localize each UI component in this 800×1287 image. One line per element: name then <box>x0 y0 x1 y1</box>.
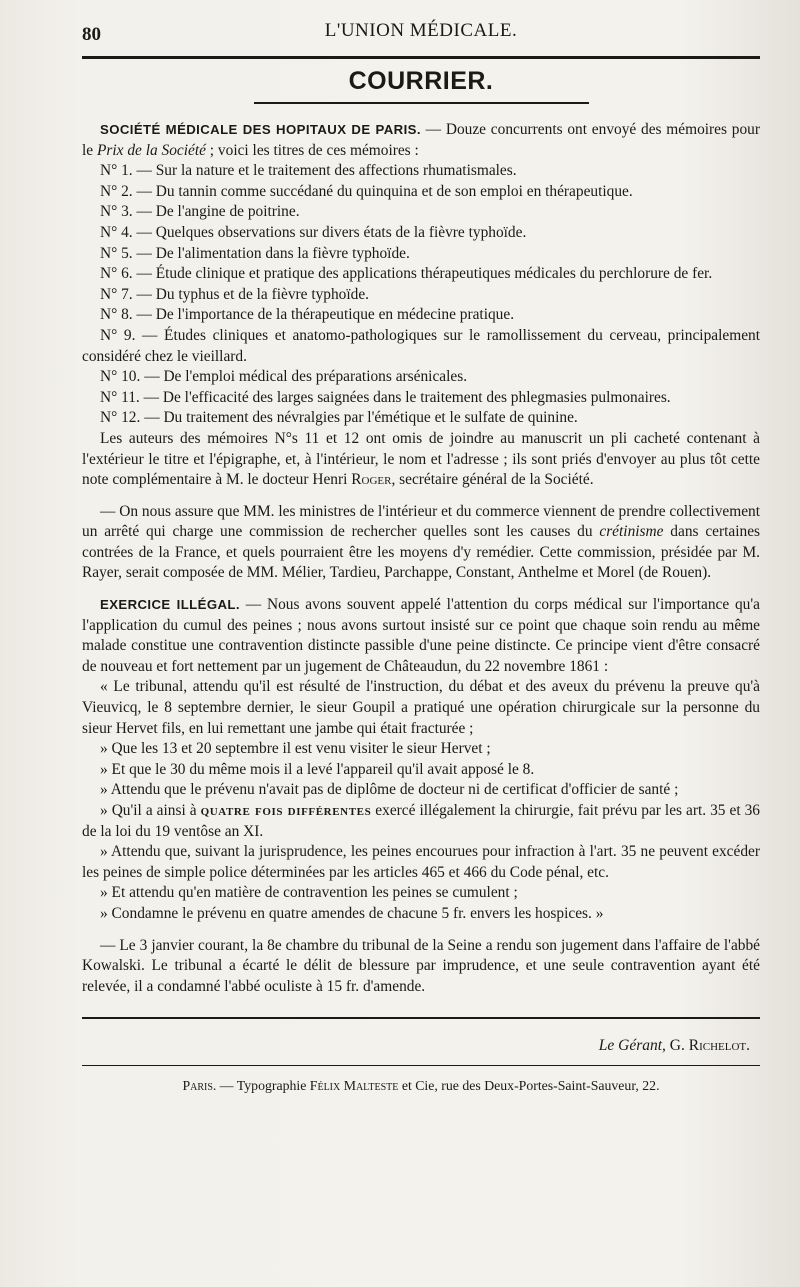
exercice-intro <box>82 595 760 677</box>
jugement-emphasis: quatre fois différentes <box>200 802 372 819</box>
imprint-city: Paris. <box>182 1078 217 1094</box>
signature-name: G. Richelot. <box>665 1037 750 1055</box>
jugement-line: » Que les 13 et 20 septembre il est venu visiter le sieur Hervet ; <box>100 740 491 758</box>
imprint-address: et Cie, rue des Deux-Portes-Saint-Sauveur, 22. <box>398 1078 660 1094</box>
imprint <box>82 1078 760 1094</box>
societe-intro-a: — Douze concurrents ont envoyé des mémoires pour le <box>82 121 760 159</box>
header-rule <box>82 56 760 59</box>
jugement-text: » Qu'il a ainsi à <box>100 802 201 819</box>
memoire-item: N° 11. — De l'efficacité des larges saignées dans le traitement des phlegmasies pulmonaires. <box>100 388 671 406</box>
jugement-line: » Condamne le prévenu en quatre amendes de chacune 5 fr. envers les hospices. » <box>100 904 604 922</box>
memoire-item: N° 4. — Quelques observations sur divers états de la fièvre typhoïde. <box>100 223 527 241</box>
page-header <box>82 0 760 52</box>
running-title: L'UNION MÉDICALE. <box>324 20 518 41</box>
cretinisme-term: crétinisme <box>599 523 664 541</box>
memoire-item: N° 9. — Études cliniques et anatomo-pathologiques sur le ramollissement du cerveau, principalement considéré chez le vieillard. <box>82 326 760 365</box>
memoire-item: N° 12. — Du traitement des névralgies par l'émétique et le sulfate de quinine. <box>100 409 578 427</box>
jugement-line <box>82 801 760 842</box>
imprint-printer: Félix Malteste <box>309 1078 399 1094</box>
memoire-item: N° 8. — De l'importance de la thérapeutique en médecine pratique. <box>100 306 515 324</box>
memoire-item: N° 2. — Du tannin comme succédané du quinquina et de son emploi en thérapeutique. <box>100 182 633 200</box>
secretary-name: Roger <box>351 471 392 489</box>
kowalski-paragraph: — Le 3 janvier courant, la 8e chambre du tribunal de la Seine a rendu son jugement dans l'affaire de l'abbé Kowalski. Le tribunal a écarté le délit de blessure par imprudence, et une seule contravention ayant été relevée, il a condamné l'abbé oculiste à 15 fr. d'amende. <box>82 936 760 995</box>
signature <box>82 1037 760 1055</box>
jugement-line: » Et attendu qu'en matière de contravention les peines se cumulent ; <box>100 884 518 902</box>
article-body <box>82 120 760 997</box>
societe-prize: Prix de la Société <box>96 141 206 159</box>
section-title: COURRIER. <box>348 67 494 95</box>
title-rule <box>254 102 589 104</box>
memoire-item: N° 3. — De l'angine de poitrine. <box>100 203 300 221</box>
cretinisme-text: — On nous assure que MM. les ministres de l'intérieur et du commerce viennent de prendre collectivement un arrêté qui charge une commission de rechercher quelles sont les causes du <box>82 502 760 541</box>
imprint-text: — Typographie <box>216 1078 310 1094</box>
societe-intro-b: ; voici les titres de ces mémoires : <box>205 141 419 159</box>
cretinisme-paragraph <box>82 502 760 584</box>
memoire-item: N° 6. — Étude clinique et pratique des applications thérapeutiques médicales du perchlorure de fer. <box>100 265 713 283</box>
cretinisme-text-end: dans certaines contrées de la France, et quels pourraient être les moyens d'y remédier. Cette commission, présidée par M. Rayer, serait composée de MM. Mélier, Tardieu, Parchappe, Constant, Anthelme et Morel (de Rouen). <box>82 523 761 582</box>
memoire-item: N° 1. — Sur la nature et le traitement des affections rhumatismales. <box>100 162 517 180</box>
exercice-lead: EXERCICE ILLÉGAL. <box>100 597 240 613</box>
societe-auteurs <box>82 429 760 491</box>
memoires-list <box>82 161 760 429</box>
imprint-rule <box>82 1065 760 1066</box>
jugement-line: » Et que le 30 du même mois il a levé l'appareil qu'il avait apposé le 8. <box>100 760 535 778</box>
jugement-line: « Le tribunal, attendu qu'il est résulté de l'instruction, du débat et des aveux du prévenu la preuve qu'à Vieuvicq, le 8 septembre dernier, le sieur Goupil a pratiqué une opération chirurgicale sur la personne du sieur Hervet fils, en lui remettant une jambe qui était fracturée ; <box>82 678 760 737</box>
jugement-line: » Attendu que le prévenu n'avait pas de diplôme de docteur ni de certificat d'officier de santé ; <box>100 781 679 799</box>
auteurs-text: Les auteurs des mémoires N°s 11 et 12 ont omis de joindre au manuscrit un pli cacheté contenant à l'extérieur le titre et l'épigraphe, et, à l'intérieur, le nom et l'adresse ; ils sont priés d'envoyer au plus tôt cette note complémentaire à M. le docteur Henri <box>82 429 760 489</box>
memoire-item: N° 5. — De l'alimentation dans la fièvre typhoïde. <box>100 244 410 262</box>
jugement-line: » Attendu que, suivant la jurisprudence, les peines encourues pour infraction à l'art. 35 ne peuvent excéder les peines de simple police déterminées par les articles 465 et 466 du Code pénal, etc. <box>82 843 760 881</box>
exercice-text: — Nous avons souvent appelé l'attention du corps médical sur l'importance qu'a l'application du cumul des peines ; nous avons surtout insisté sur ce point que chaque soin rendu au même malade constitue une contravention distincte passible d'une peine distincte. Ce principe vient d'être consacré de nouveau et fort nettement par un jugement de Châteaudun, du 22 novembre 1861 : <box>82 596 760 675</box>
memoire-item: N° 7. — Du typhus et de la fièvre typhoïde. <box>100 285 370 303</box>
auteurs-text-end: , secrétaire général de la Société. <box>391 471 594 489</box>
signature-role: Le Gérant, <box>598 1037 666 1055</box>
memoire-item: N° 10. — De l'emploi médical des préparations arsénicales. <box>100 368 468 386</box>
jugement-text-end: exercé illégalement la chirurgie, fait prévu par les art. 35 et 36 de la loi du 19 ventôse an XI. <box>82 802 760 840</box>
societe-lead: SOCIÉTÉ MÉDICALE DES HOPITAUX DE PARIS. <box>100 122 421 137</box>
page-number: 80 <box>82 24 101 45</box>
footer-rule <box>82 1017 760 1019</box>
societe-intro <box>82 120 760 161</box>
